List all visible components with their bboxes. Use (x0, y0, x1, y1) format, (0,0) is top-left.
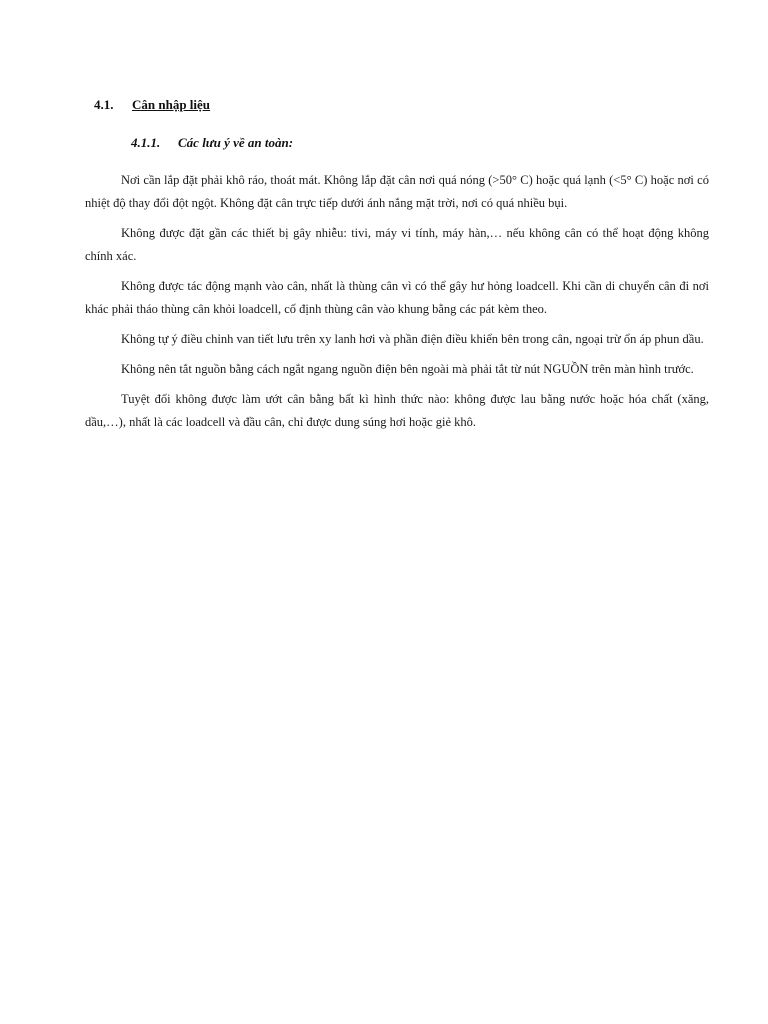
subsection-title: Các lưu ý về an toàn: (178, 135, 294, 150)
section-number: 4.1. (94, 97, 114, 112)
paragraph: Không tự ý điều chỉnh van tiết lưu trên xy lanh hơi và phần điện điều khiển bên trong cân, ngoại trừ ổn áp phun dầu. (121, 332, 704, 346)
paragraph: Không nên tắt nguồn bằng cách ngắt ngang nguồn điện bên ngoài mà phải tắt từ nút NGUỒN trên màn hình trước. (121, 362, 694, 376)
document-body (85, 169, 709, 441)
paragraph: Nơi cần lắp đặt phải khô ráo, thoát mát. Không lắp đặt cân nơi quá nóng (>50° C) hoặc quá lạnh (<5° C) hoặc nơi có nhiệt độ thay đổi đột ngột. Không đặt cân trực tiếp dưới ánh nắng mặt trời, nơi có quá nhiều bụi. (85, 173, 709, 210)
paragraph: Không được tác động mạnh vào cân, nhất là thùng cân vì có thể gây hư hỏng loadcell. Khi cần di chuyển cân đi nơi khác phải tháo thùng cân khỏi loadcell, cố định thùng cân vào khung bằng các pát kèm theo. (85, 279, 709, 316)
subsection-number: 4.1.1. (131, 135, 161, 150)
paragraph: Tuyệt đối không được làm ướt cân bằng bất kì hình thức nào: không được lau bằng nước hoặc hóa chất (xăng, dầu,…), nhất là các loadcell và đầu cân, chỉ được dung súng hơi hoặc giẻ khô. (85, 392, 709, 429)
paragraph: Không được đặt gần các thiết bị gây nhiễu: tivi, máy vi tính, máy hàn,… nếu không cân có thể hoạt động không chính xác. (85, 226, 709, 263)
section-title: Cân nhập liệu (132, 97, 211, 112)
subsection-heading (131, 135, 293, 151)
section-heading (94, 97, 210, 113)
